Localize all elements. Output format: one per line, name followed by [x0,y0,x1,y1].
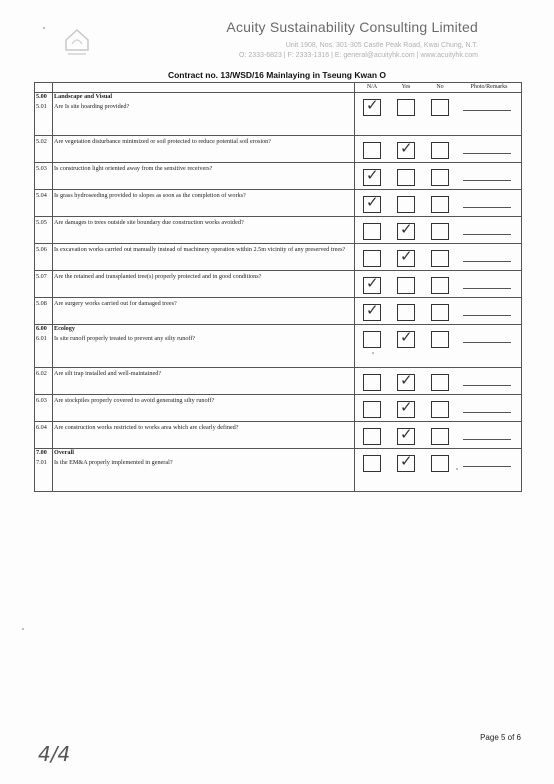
checkbox-na[interactable] [363,401,381,418]
question-text: Is grass hydroseeding provided to slopes as soon as the completion of works? [54,192,246,199]
remarks-line[interactable] [463,315,511,316]
checkbox-yes[interactable] [397,247,415,267]
checkbox-no[interactable] [431,223,449,240]
item-number: 6.04 [36,424,47,431]
checkbox-no[interactable] [431,277,449,294]
remarks-line[interactable] [463,466,511,467]
remarks-line[interactable] [463,439,511,440]
checklist-row [35,163,522,190]
checklist-row [35,190,522,217]
checkbox-yes[interactable] [397,196,415,213]
question-text: Is construction light oriented away from the sensitive receivers? [54,165,213,172]
company-address: Unit 1908, Nos. 301-305 Castle Peak Road, Kwai Chung, N.T. [285,42,478,49]
checkbox-no[interactable] [431,455,449,472]
page-number: Page 5 of 6 [480,733,521,742]
contract-title: Contract no. 13/WSD/16 Mainlaying in Tseung Kwan O [167,70,387,80]
checkbox-yes[interactable] [397,99,415,116]
item-number: 5.01 [36,103,47,110]
scan-speck [372,352,374,354]
item-number: 5.03 [36,165,47,172]
company-contacts: O: 2333-6823 | F: 2333-1316 | E: general@acuityhk.com | www.acuityhk.com [238,52,478,59]
question-text: Are the retained and transplanted tree(s) properly protected and in good conditions? [54,273,262,280]
company-logo [58,20,96,58]
item-number: 6.03 [36,397,47,404]
checkbox-na[interactable] [363,250,381,267]
section-title: Ecology [54,325,75,332]
checkbox-na[interactable] [363,374,381,391]
question-text: Are stockpiles properly covered to avoid generating silty runoff? [54,397,215,404]
checkmark-icon: ✓ [400,371,413,389]
question-text: Are construction works restricted to works area which are clearly defined? [54,424,239,431]
question-text: Are Is site hoarding provided? [54,103,130,110]
checkmark-icon: ✓ [400,247,413,265]
remarks-line[interactable] [463,261,511,262]
item-number: 5.08 [36,300,47,307]
remarks-line[interactable] [463,207,511,208]
item-number: 7.01 [36,459,47,466]
item-number: 6.02 [36,370,47,377]
checklist-row [35,395,522,422]
checkbox-na[interactable] [363,166,381,186]
checkbox-no[interactable] [431,99,449,116]
checklist-row [35,422,522,449]
checkbox-no[interactable] [431,196,449,213]
checkbox-no[interactable] [431,428,449,445]
checkbox-yes[interactable] [397,220,415,240]
section-number: 5.00 [36,93,47,100]
checklist-table [34,82,522,492]
checklist-row [35,93,522,136]
checkbox-na[interactable] [363,96,381,116]
checkmark-icon: ✓ [366,301,379,319]
checklist-row [35,325,522,368]
checklist-row [35,244,522,271]
column-header-yes: Yes [389,83,423,93]
checkmark-icon: ✓ [366,96,379,114]
checkbox-no[interactable] [431,374,449,391]
item-number: 5.05 [36,219,47,226]
checkmark-icon: ✓ [400,398,413,416]
checkbox-no[interactable] [431,142,449,159]
checklist-row [35,271,522,298]
question-text: Are surgery works carried out for damaged trees? [54,300,177,307]
question-text: Is site runoff properly treated to prevent any silty runoff? [54,335,196,342]
question-text: Are damages to trees outside site boundary due construction works avoided? [54,219,244,226]
checkbox-na[interactable] [363,142,381,159]
checkbox-no[interactable] [431,250,449,267]
remarks-line[interactable] [463,110,511,111]
question-text: Is the EM&A properly implemented in general? [54,459,173,466]
handwritten-page-note: 4/4 [38,742,71,766]
scan-speck [456,468,458,470]
item-number: 5.07 [36,273,47,280]
checkbox-yes[interactable] [397,328,415,348]
checkmark-icon: ✓ [400,220,413,238]
remarks-line[interactable] [463,234,511,235]
remarks-line[interactable] [463,180,511,181]
checkbox-no[interactable] [431,304,449,321]
checkbox-yes[interactable] [397,371,415,391]
remarks-line[interactable] [463,385,511,386]
checkbox-yes[interactable] [397,452,415,472]
checkbox-na[interactable] [363,331,381,348]
checklist-row [35,298,522,325]
checkbox-na[interactable] [363,301,381,321]
column-header-no: No [423,83,457,93]
checkbox-na[interactable] [363,223,381,240]
checkmark-icon: ✓ [400,425,413,443]
item-number: 5.02 [36,138,47,145]
checkbox-na[interactable] [363,274,381,294]
company-name: Acuity Sustainability Consulting Limited [226,19,478,35]
checkbox-yes[interactable] [397,169,415,186]
checkmark-icon: ✓ [400,139,413,157]
item-number: 6.01 [36,335,47,342]
checkbox-yes[interactable] [397,304,415,321]
checkmark-icon: ✓ [366,274,379,292]
checkbox-yes[interactable] [397,398,415,418]
scan-speck [43,27,45,29]
checkbox-na[interactable] [363,193,381,213]
checkmark-icon: ✓ [400,328,413,346]
section-number: 7.00 [36,449,47,456]
column-header-remarks: Photo/Remarks [457,83,522,93]
remarks-line[interactable] [463,288,511,289]
checkmark-icon: ✓ [366,193,379,211]
item-number: 5.04 [36,192,47,199]
section-number: 6.00 [36,325,47,332]
section-title: Landscape and Visual [54,93,113,100]
question-text: Are silt trap installed and well-maintained? [54,370,162,377]
section-title: Overall [54,449,74,456]
checkbox-yes[interactable] [397,139,415,159]
checklist-row [35,136,522,163]
checkbox-yes[interactable] [397,277,415,294]
item-number: 5.06 [36,246,47,253]
table-header-row [35,83,522,93]
checkmark-icon: ✓ [366,166,379,184]
checkbox-no[interactable] [431,331,449,348]
checklist-row [35,449,522,492]
question-text: Is excavation works carried out manually instead of machinery operation within 2.5m vicinity of any preserved trees? [54,246,346,253]
remarks-line[interactable] [463,153,511,154]
checklist-row [35,217,522,244]
question-text: Are vegetation disturbance minimized or soil protected to reduce potential soil erosion? [54,138,272,145]
checkbox-no[interactable] [431,401,449,418]
checkbox-no[interactable] [431,169,449,186]
checkbox-na[interactable] [363,455,381,472]
scan-speck [22,628,24,630]
checklist-row [35,368,522,395]
remarks-line[interactable] [463,342,511,343]
checkmark-icon: ✓ [400,452,413,470]
column-header-na: N/A [355,83,390,93]
remarks-line[interactable] [463,412,511,413]
checkbox-na[interactable] [363,428,381,445]
checkbox-yes[interactable] [397,425,415,445]
